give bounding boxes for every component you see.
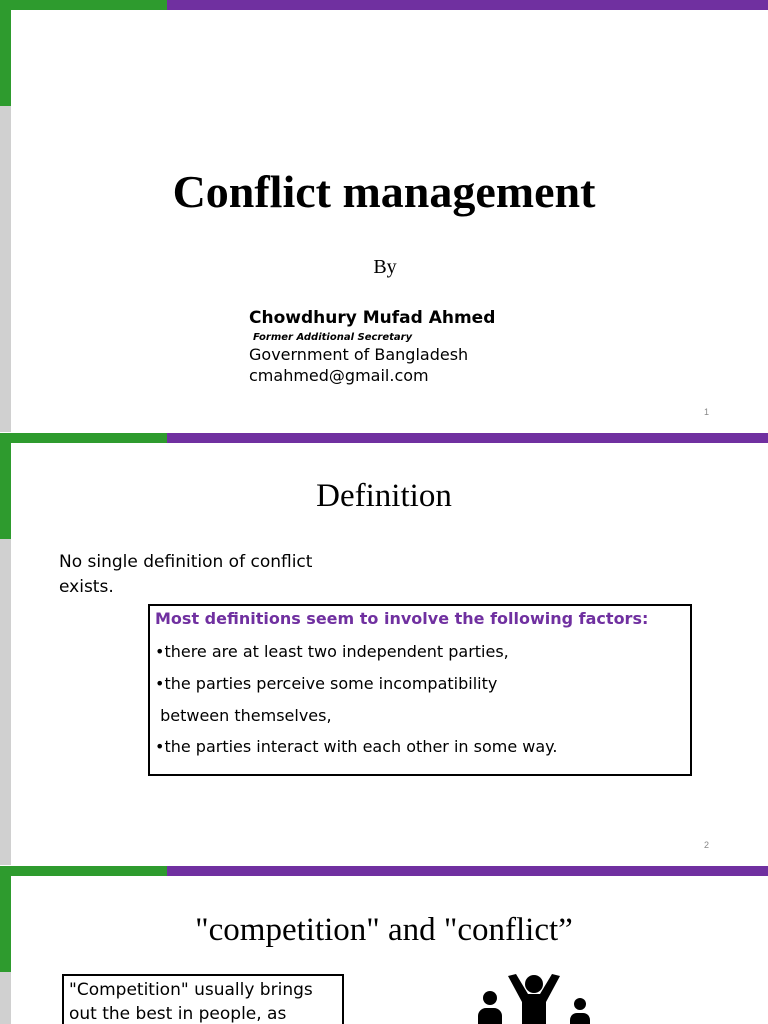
top-bar-purple (167, 0, 768, 10)
top-bar-purple (167, 866, 768, 876)
slide-title: Conflict management (172, 166, 596, 217)
slide-number: 2 (704, 840, 710, 850)
author-name: Chowdhury Mufad Ahmed (249, 308, 496, 328)
people-cheering-icon (470, 972, 600, 1024)
left-bar-gray (0, 539, 11, 865)
factors-box (148, 604, 692, 776)
author-org: Government of Bangladesh (249, 345, 469, 364)
intro-line-2: exists. (59, 577, 114, 597)
competition-line-2: out the best in people, as (69, 1004, 287, 1024)
slide-title: "competition" and "conflict” (195, 912, 573, 948)
factors-heading: Most definitions seem to involve the following factors: (155, 609, 649, 628)
slide-1 (0, 0, 768, 432)
by-label: By (373, 256, 397, 278)
slide-3 (0, 866, 768, 1024)
slide-title: Definition (316, 478, 452, 514)
author-position: Former Additional Secretary (253, 332, 413, 343)
top-bar-green (0, 866, 167, 876)
top-bar-green (0, 0, 167, 10)
factor-line-1: •there are at least two independent parties, (155, 642, 509, 661)
author-email: cmahmed@gmail.com (249, 366, 429, 385)
left-bar-gray (0, 972, 11, 1024)
competition-box (62, 974, 344, 1024)
top-bar-purple (167, 433, 768, 443)
intro-line-1: No single definition of conflict (59, 552, 313, 572)
competition-line-1: "Competition" usually brings (69, 980, 313, 1000)
factor-line-4: •the parties interact with each other in some way. (155, 737, 558, 756)
slide-number: 1 (704, 407, 710, 417)
factor-line-3: between themselves, (155, 706, 332, 725)
factor-line-2: •the parties perceive some incompatibility (155, 674, 498, 693)
left-bar-green (0, 0, 11, 106)
top-bar-green (0, 433, 167, 443)
slide-2 (0, 433, 768, 865)
